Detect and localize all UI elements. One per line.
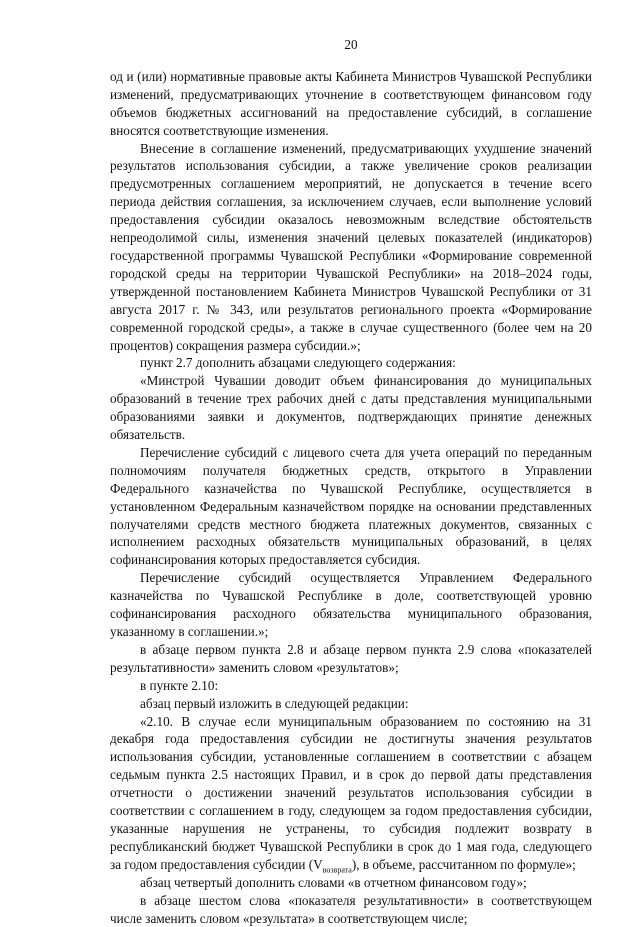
paragraph-5: Перечисление субсидий с лицевого счета для учета операций по переданным полномочиям получателя бюджетных средств, открытого в Управлении Федерального казначейства по Чувашской Республике, осуществляется в установленном Федеральным казначейством порядке на основании представленных получателями средств местного бюджета платежных документов, связанных с исполнением расходных обязательств муниципальных образований, в целях софинансирования которых предоставляется субсидия. — [110, 444, 592, 568]
paragraph-10-text-before: «2.10. В случае если муниципальным образованием по состоянию на 31 декабря года предоставления субсидии не достигнуты значения результатов использования субсидии, установленные соглашением в соответствии с абзацем седьмым пункта 2.5 настоящих Правил, и в срок до первой даты представления отчетности о достижении значений результатов использования субсидии в соответствии с соглашением в году, следующем за годом предоставления субсидии, указанные нарушения не устранены, то субсидия подлежит возврату в республиканский бюджет Чувашской Республики в срок до 1 мая года, следующего за годом предоставления субсидии (V — [110, 713, 592, 872]
paragraph-4: «Минстрой Чувашии доводит объем финансирования до муниципальных образований в течение трех рабочих дней с даты представления муниципальными образованиями заявки и документов, подтверждающих принятие денежных обязательств. — [110, 373, 592, 443]
paragraph-11: абзац четвертый дополнить словами «в отчетном финансовом году»; — [140, 874, 527, 890]
paragraph-3: пункт 2.7 дополнить абзацами следующего содержания: — [140, 355, 456, 371]
paragraph-8: в пункте 2.10: — [140, 677, 219, 693]
paragraph-7: в абзаце первом пункта 2.8 и абзаце первом пункта 2.9 слова «показателей результативности» заменить словом «результатов»; — [110, 641, 592, 675]
paragraph-2: Внесение в соглашение изменений, предусматривающих ухудшение значений результатов использования субсидии, а также увеличение сроков реализации предусмотренных соглашением мероприятий, не допускается в течение всего периода действия соглашения, за исключением случаев, если выполнение условий предоставления субсидии оказалось невозможным вследствие обстоятельств непреодолимой силы, изменения значений целевых показателей (индикаторов) государственной программы Чувашской Республики «Формирование современной городской среды на территории Чувашской Республики» на 2018–2024 годы, утвержденной постановлением Кабинета Министров Чувашской Республики от 31 августа 2017 г. № 343, или результатов регионального проекта «Формирование современной городской среды», а также в случае существенного (более чем на 20 процентов) сокращения размера субсидии.»; — [110, 140, 592, 353]
paragraph-12: в абзаце шестом слова «показателя результативности» в соответствующем числе заменить словом «результата» в соответствующем числе; — [110, 892, 592, 926]
paragraph-9: абзац первый изложить в следующей редакции: — [140, 695, 409, 711]
paragraph-1: од и (или) нормативные правовые акты Кабинета Министров Чувашской Республики изменений, предусматривающих уточнение в соответствующем финансовом году объемов бюджетных ассигнований на предоставление субсидий, в соглашение вносятся соответствующие изменения. — [110, 68, 592, 138]
paragraph-6: Перечисление субсидий осуществляется Управлением Федерального казначейства по Чувашской Республике в доле, соответствующей уровню софинансирования расходного обязательства муниципального образования, указанному в соглашении.»; — [110, 570, 592, 639]
paragraph-10 — [110, 713, 592, 874]
v-return-subscript: возврата — [322, 865, 352, 875]
page-number: 20 — [344, 37, 358, 52]
paragraph-10-text-after: ), в объеме, рассчитанном по формуле»; — [351, 856, 576, 872]
